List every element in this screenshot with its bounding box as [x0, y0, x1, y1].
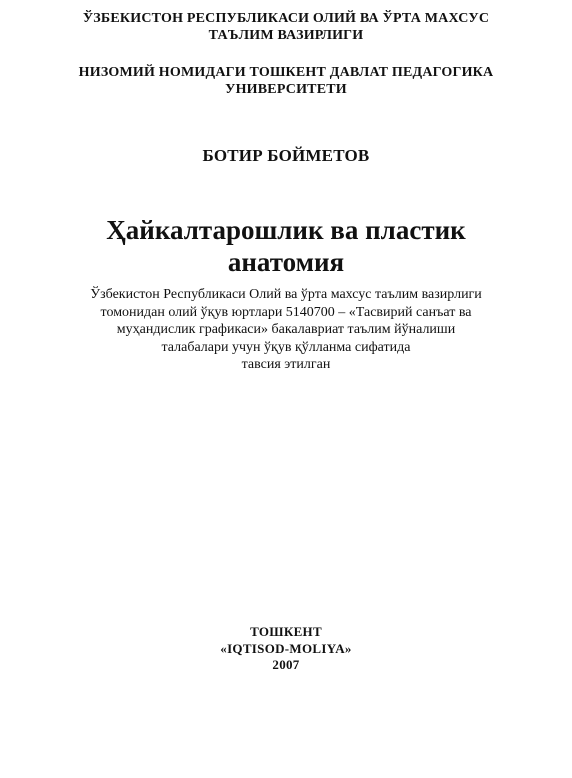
book-title-line-2: анатомия — [227, 247, 345, 277]
recommendation-line-5: тавсия этилган — [241, 357, 331, 372]
recommendation-text — [0, 286, 572, 374]
university-line-1: НИЗОМИЙ НОМИДАГИ ТОШКЕНТ ДАВЛАТ ПЕДАГОГИКА — [78, 65, 494, 80]
ministry-line-2: ТАЪЛИМ ВАЗИРЛИГИ — [208, 28, 364, 43]
recommendation-line-2: томонидан олий ўқув юртлари 5140700 – «Тасвирий санъат ва — [100, 304, 472, 320]
ministry-heading — [0, 10, 572, 44]
book-title-line-1: Ҳайкалтарошлик ва пластик — [106, 215, 466, 245]
imprint-year: 2007 — [272, 657, 300, 672]
recommendation-line-1: Ўзбекистон Республикаси Олий ва ўрта махсус таълим вазирлиги — [90, 287, 482, 302]
recommendation-line-4: талабалари учун ўқув қўлланма сифатида — [161, 339, 411, 355]
imprint-publisher: «IQTISOD-MOLIYA» — [220, 640, 352, 656]
book-title — [0, 214, 572, 278]
author-name: БОТИР БОЙМЕТОВ — [202, 146, 370, 165]
imprint-city: ТОШКЕНТ — [250, 624, 322, 639]
university-heading — [0, 64, 572, 98]
ministry-line-1: ЎЗБЕКИСТОН РЕСПУБЛИКАСИ ОЛИЙ ВА ЎРТА МАХСУС — [82, 11, 490, 26]
recommendation-line-3: муҳандислик графикаси» бакалавриат таълим йўналиши — [116, 322, 456, 337]
university-line-2: УНИВЕРСИТЕТИ — [225, 82, 347, 97]
imprint — [0, 624, 572, 674]
